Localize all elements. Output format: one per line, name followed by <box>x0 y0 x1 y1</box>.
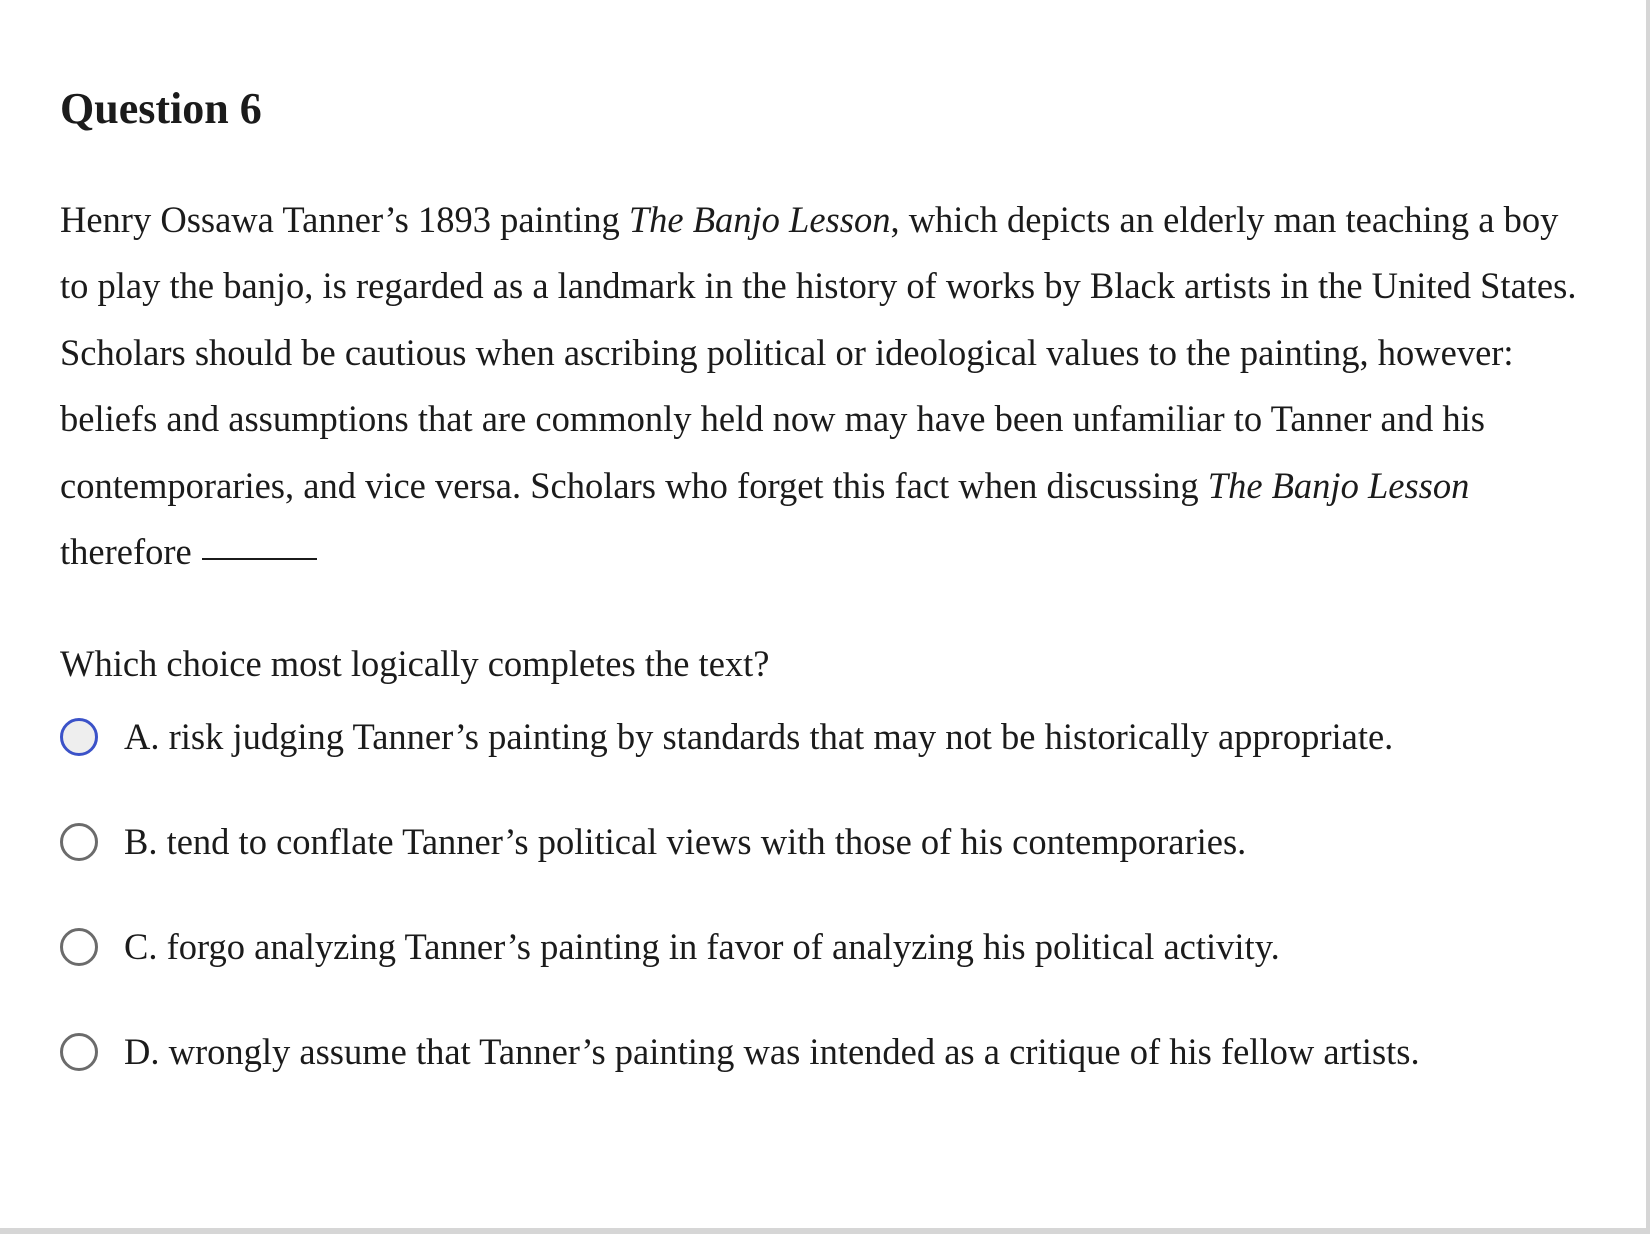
choice-b-label: B. tend to conflate Tanner’s political views with those of his contemporaries. <box>124 821 1247 862</box>
passage-segment-3: therefore <box>60 531 192 573</box>
question-prompt: Which choice most logically completes the text? <box>60 643 770 684</box>
frame-bottom-border <box>0 1228 1650 1234</box>
choice-b-radio[interactable] <box>60 823 98 861</box>
passage-segment-1: Henry Ossawa Tanner’s 1893 painting <box>60 199 629 240</box>
choice-d-label: D. wrongly assume that Tanner’s painting was intended as a critique of his fellow artists. <box>124 1031 1420 1072</box>
choice-b[interactable] <box>60 812 1600 872</box>
question-title: Question 6 <box>60 84 262 133</box>
frame-right-border <box>1646 0 1650 1234</box>
passage-work-title-2: The Banjo Lesson <box>1207 464 1470 506</box>
choice-c[interactable] <box>60 917 1600 977</box>
choice-d[interactable] <box>60 1022 1600 1082</box>
choice-d-radio[interactable] <box>60 1033 98 1071</box>
choice-a-label: A. risk judging Tanner’s painting by standards that may not be historically appropriate. <box>124 716 1394 757</box>
choice-a[interactable] <box>60 707 1600 767</box>
passage-work-title-1: The Banjo Lesson <box>628 199 891 240</box>
choice-c-label: C. forgo analyzing Tanner’s painting in favor of analyzing his political activity. <box>124 926 1280 967</box>
passage-text <box>60 187 1580 585</box>
choice-c-radio[interactable] <box>60 928 98 966</box>
answer-blank <box>202 558 317 560</box>
choice-a-radio[interactable] <box>60 718 98 756</box>
passage-segment-2: , which depicts an elderly man teaching a boy to play the banjo, is regarded as a landmark in the history of works by Black artists in the United States. Scholars should be cautious when ascribing political or ideological values to the painting, however: beliefs and assumptions that are commonly held now may have been unfamiliar to Tanner and his contemporaries, and vice versa. Scholars who forget this fact when discussing <box>60 199 1577 506</box>
